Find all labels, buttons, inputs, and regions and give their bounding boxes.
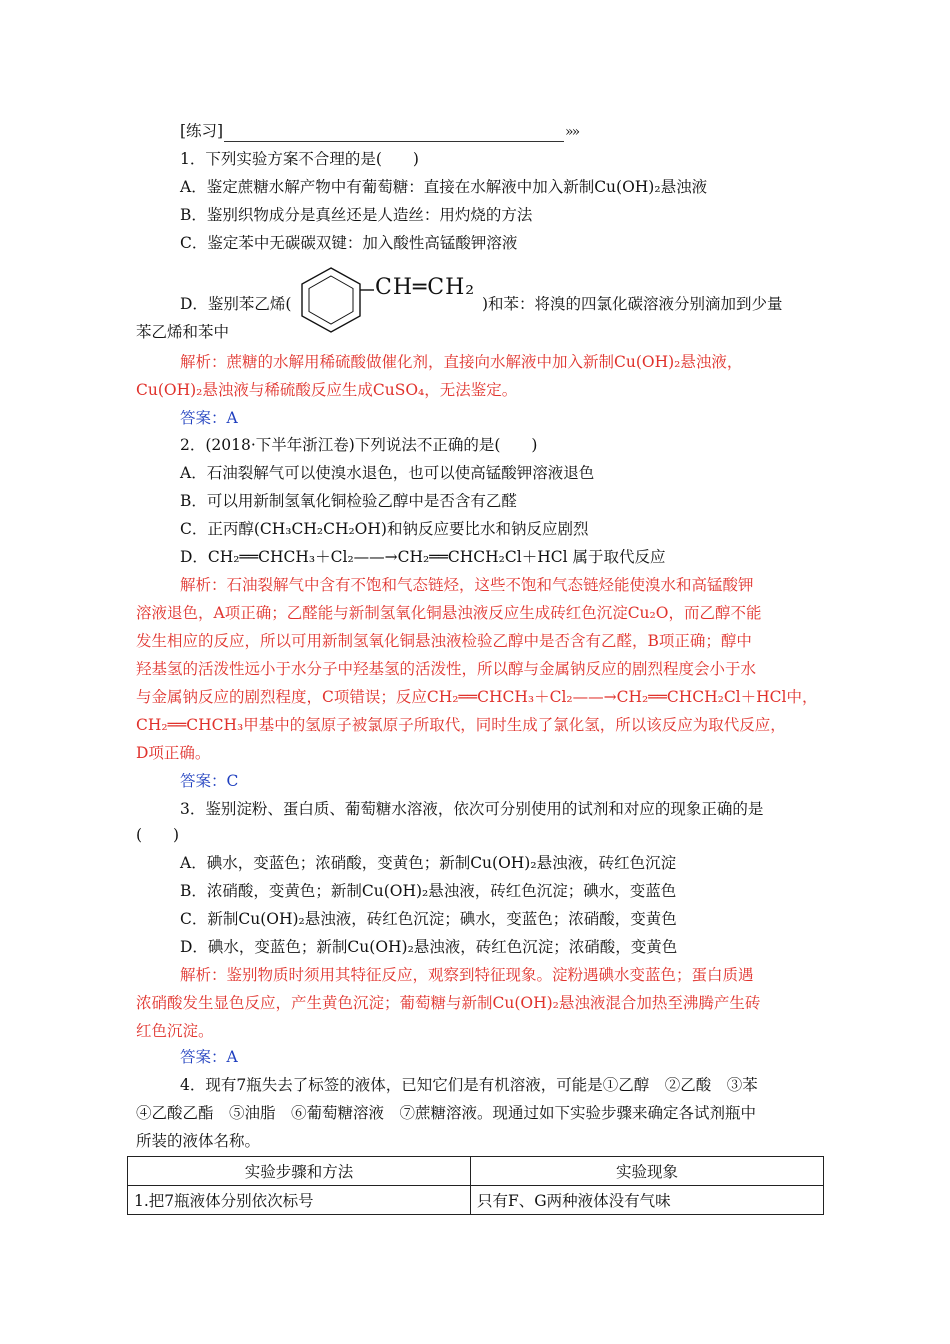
q3-option-b: B．浓硝酸，变黄色；新制Cu(OH)₂悬浊液，砖红色沉淀；碘水，变蓝色 bbox=[180, 882, 677, 900]
q2-analysis-line5: 与金属钠反应的剧烈程度，C项错误；反应CH₂══CHCH₃＋Cl₂——→CH₂══CHCH₂Cl＋HCl中， bbox=[136, 688, 818, 706]
q1-analysis-text: 蔗糖的水解用稀硫酸做催化剂，直接向水解液中加入新制Cu(OH)₂悬浊液， bbox=[226, 353, 743, 371]
q4-stem-line3: 所装的液体名称。 bbox=[136, 1132, 261, 1150]
table-row bbox=[128, 1186, 824, 1215]
benzene-ring-icon bbox=[288, 264, 374, 336]
q3-analysis-line1 bbox=[180, 964, 754, 986]
q2-analysis-line7: D项正确。 bbox=[136, 744, 211, 762]
q2-option-c: C．正丙醇(CH₃CH₂CH₂OH)和钠反应要比水和钠反应剧烈 bbox=[180, 520, 589, 538]
q4-experiment-table bbox=[127, 1156, 824, 1215]
section-divider bbox=[224, 141, 564, 142]
q3-option-c: C．新制Cu(OH)₂悬浊液，砖红色沉淀；碘水，变蓝色；浓硝酸，变黄色 bbox=[180, 910, 677, 928]
q3-stem-line1: 3．鉴别淀粉、蛋白质、葡萄糖水溶液，依次可分别使用的试剂和对应的现象正确的是 bbox=[180, 800, 764, 818]
q1-option-d-post: )和苯：将溴的四氯化碳溶液分别滴加到少量 bbox=[482, 295, 783, 313]
table-header-row bbox=[128, 1157, 824, 1186]
q2-stem: 2．(2018·下半年浙江卷)下列说法不正确的是( ) bbox=[180, 436, 538, 454]
q2-analysis-line4: 羟基氢的活泼性远小于水分子中羟基氢的活泼性，所以醇与金属钠反应的剧烈程度会小于水 bbox=[136, 660, 757, 678]
section-label: [练习] bbox=[180, 122, 224, 140]
q3-analysis-label: 解析： bbox=[180, 966, 227, 984]
q1-styrene-formula: CH═CH₂ bbox=[375, 275, 476, 300]
q3-option-a: A．碘水，变蓝色；浓硝酸，变黄色；新制Cu(OH)₂悬浊液，砖红色沉淀 bbox=[180, 854, 677, 872]
q1-answer: 答案：A bbox=[180, 409, 238, 427]
q1-option-c: C．鉴定苯中无碳碳双键：加入酸性高锰酸钾溶液 bbox=[180, 234, 518, 252]
q2-option-d: D．CH₂══CHCH₃＋Cl₂——→CH₂══CHCH₂Cl＋HCl 属于取代反应 bbox=[180, 548, 666, 566]
q2-analysis-text: 石油裂解气中含有不饱和气态链烃，这些不饱和气态链烃能使溴水和高锰酸钾 bbox=[226, 576, 754, 594]
q2-analysis-line3: 发生相应的反应，所以可用新制氢氧化铜悬浊液检验乙醇中是否含有乙醛，B项正确；醇中 bbox=[136, 632, 752, 650]
q2-option-a: A．石油裂解气可以使溴水退色，也可以使高锰酸钾溶液退色 bbox=[180, 464, 595, 482]
chevron-icon: »» bbox=[565, 124, 579, 140]
q2-analysis-line1 bbox=[180, 574, 754, 596]
table-cell: 1.把7瓶液体分别依次标号 bbox=[128, 1186, 471, 1215]
q4-stem-line2: ④乙酸乙酯 ⑤油脂 ⑥葡萄糖溶液 ⑦蔗糖溶液。现通过如下实验步骤来确定各试剂瓶中 bbox=[136, 1104, 757, 1122]
table-header-cell: 实验步骤和方法 bbox=[128, 1157, 471, 1186]
q3-answer: 答案：A bbox=[180, 1048, 238, 1066]
q1-stem: 1．下列实验方案不合理的是( ) bbox=[180, 150, 419, 168]
q1-analysis-line1 bbox=[180, 351, 742, 373]
q3-analysis-line2: 浓硝酸发生显色反应，产生黄色沉淀；葡萄糖与新制Cu(OH)₂悬浊液混合加热至沸腾产生砖 bbox=[136, 994, 761, 1012]
table-header-cell: 实验现象 bbox=[471, 1157, 824, 1186]
q2-analysis-line2: 溶液退色，A项正确；乙醛能与新制氢氧化铜悬浊液反应生成砖红色沉淀Cu₂O，而乙醇不能 bbox=[136, 604, 762, 622]
q4-stem-line1: 4．现有7瓶失去了标签的液体，已知它们是有机溶液，可能是①乙醇 ②乙酸 ③苯 bbox=[180, 1076, 758, 1094]
q2-analysis-label: 解析： bbox=[180, 576, 227, 594]
q2-answer: 答案：C bbox=[180, 772, 239, 790]
q3-option-d: D．碘水，变蓝色；新制Cu(OH)₂悬浊液，砖红色沉淀；浓硝酸，变黄色 bbox=[180, 938, 678, 956]
q3-analysis-line3: 红色沉淀。 bbox=[136, 1022, 214, 1040]
q2-option-b: B．可以用新制氢氧化铜检验乙醇中是否含有乙醛 bbox=[180, 492, 517, 510]
q2-analysis-line6: CH₂══CHCH₃甲基中的氢原子被氯原子所取代，同时生成了氯化氢，所以该反应为取代反应， bbox=[136, 716, 786, 734]
q1-option-b: B．鉴别织物成分是真丝还是人造丝：用灼烧的方法 bbox=[180, 206, 533, 224]
q1-analysis-label: 解析： bbox=[180, 353, 227, 371]
q1-option-d-pre: D．鉴别苯乙烯( bbox=[180, 295, 292, 313]
q1-option-d-cont: 苯乙烯和苯中 bbox=[136, 323, 230, 341]
table-cell: 只有F、G两种液体没有气味 bbox=[471, 1186, 824, 1215]
q3-stem-line2: ( ) bbox=[136, 826, 180, 844]
q1-analysis-line2: Cu(OH)₂悬浊液与稀硫酸反应生成CuSO₄，无法鉴定。 bbox=[136, 381, 518, 399]
q1-option-a: A．鉴定蔗糖水解产物中有葡萄糖：直接在水解液中加入新制Cu(OH)₂悬浊液 bbox=[180, 178, 708, 196]
q3-analysis-text: 鉴别物质时须用其特征反应，观察到特征现象。淀粉遇碘水变蓝色；蛋白质遇 bbox=[226, 966, 754, 984]
